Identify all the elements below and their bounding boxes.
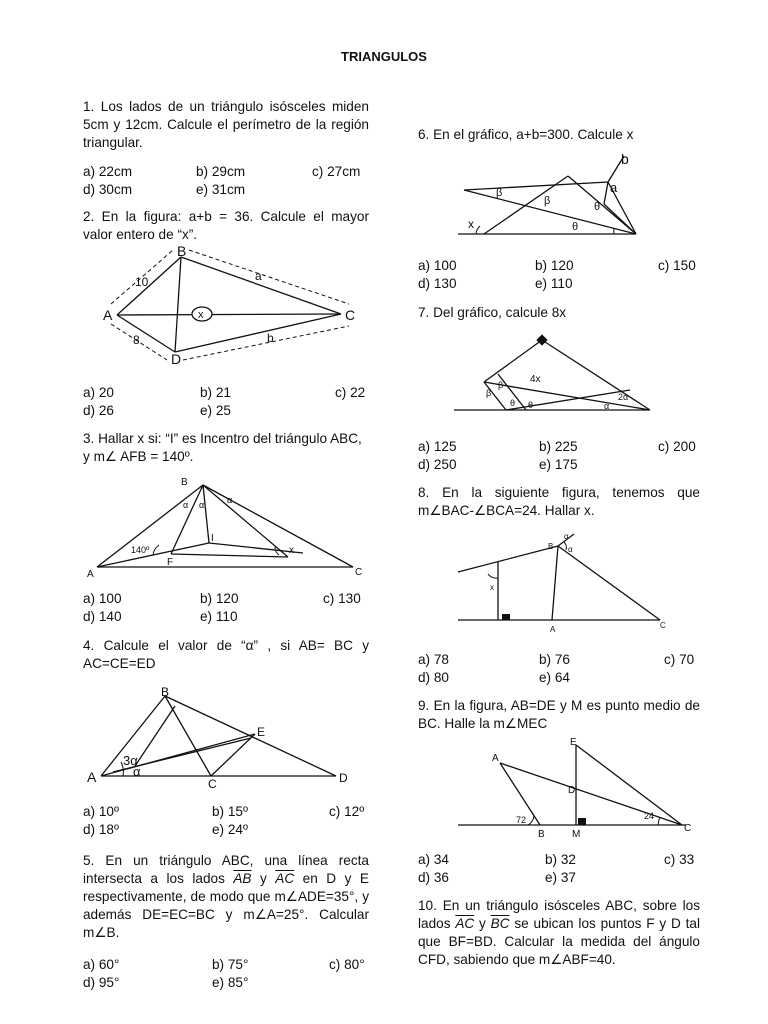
option: b) 76 (539, 652, 570, 667)
option: e) 110 (200, 609, 238, 624)
option: e) 110 (535, 276, 573, 291)
fig-label: θ (594, 201, 601, 213)
fig-label: x (490, 583, 494, 592)
fig-label: b (621, 151, 629, 167)
fig-label: β (498, 380, 504, 390)
problem-7-text: 7. Del gráfico, calcule 8x (418, 305, 567, 320)
fig-label: x (289, 545, 294, 556)
option: a) 22cm (83, 164, 133, 179)
problem-2-text: 2. En la figura: a+b = 36. Calcule el mayor valor entero de “x”. (83, 209, 369, 242)
segment-ac: $\overline{AC}$ (455, 916, 475, 931)
option: b) 15º (212, 804, 248, 819)
fig-label: α (183, 500, 189, 510)
fig-label: a (610, 180, 618, 195)
problem-3-figure (83, 475, 373, 580)
option: e) 25 (200, 403, 231, 418)
fig-label: C (660, 621, 666, 630)
fig-label: 4x (530, 374, 541, 385)
option: d) 80 (418, 670, 449, 685)
text-fragment: y (474, 916, 491, 931)
fig-label: 3α (123, 753, 138, 768)
fig-label: β (486, 388, 492, 398)
option: c) 22 (335, 385, 366, 400)
fig-label: A (550, 625, 556, 634)
option: a) 100 (83, 591, 122, 606)
fig-label: E (570, 737, 577, 748)
fig-label: B (538, 829, 545, 840)
fig-label: B (181, 477, 188, 488)
fig-label: 10 (135, 275, 149, 289)
fig-label: θ (572, 221, 579, 233)
option: e) 31cm (196, 182, 246, 197)
option: b) 21 (200, 385, 231, 400)
problem-8-text: 8. En la siguiente figura, tenemos que m∠BAC-∠BCA=24. Hallar x. (418, 485, 700, 518)
option: a) 20 (83, 385, 114, 400)
problem-8-figure (458, 530, 698, 634)
problem-5-text (83, 852, 369, 942)
problem-4-figure (83, 682, 373, 791)
problem-2-figure (101, 242, 371, 367)
fig-label: θ (528, 400, 534, 410)
fig-label: D (171, 351, 182, 367)
option: e) 37 (545, 870, 576, 885)
fig-label: F (167, 557, 174, 568)
option: c) 27cm (312, 164, 361, 179)
fig-label: I (211, 533, 214, 544)
option: c) 130 (323, 591, 361, 606)
option: c) 33 (664, 852, 695, 867)
option: e) 24º (212, 822, 248, 837)
option: d) 30cm (83, 182, 133, 197)
option: a) 10º (83, 804, 119, 819)
fig-label: D (339, 771, 348, 785)
fig-label: B (177, 243, 187, 259)
problem-10-text (418, 897, 700, 969)
fig-label: A (103, 307, 113, 323)
fig-label: β (544, 195, 551, 207)
fig-label: C (684, 823, 692, 834)
problem-9-figure (458, 735, 698, 839)
fig-label: 24 (644, 811, 655, 821)
option: c) 12º (329, 804, 365, 819)
option: c) 200 (658, 439, 696, 454)
option: d) 18º (83, 822, 119, 837)
fig-label: α (604, 401, 610, 411)
option: b) 225 (539, 439, 578, 454)
option: b) 75° (212, 957, 249, 972)
fig-label: D (568, 785, 576, 796)
fig-label: C (355, 567, 363, 578)
fig-label: β (496, 187, 503, 199)
option: b) 120 (535, 258, 574, 273)
option: a) 100 (418, 258, 457, 273)
fig-label: α (568, 545, 573, 554)
fig-label: E (257, 725, 266, 739)
problem-9-text: 9. En la figura, AB=DE y M es punto medio de BC. Halle la m∠MEC (418, 698, 700, 731)
fig-label: α (133, 764, 141, 779)
fig-label: α (227, 495, 233, 505)
fig-label: C (208, 777, 217, 791)
option: a) 34 (418, 852, 449, 867)
fig-label: B (161, 685, 170, 699)
problem-6-text: 6. En el gráfico, a+b=300. Calcule x (418, 127, 634, 142)
fig-label: b (267, 331, 274, 345)
fig-label: α (564, 532, 569, 541)
fig-label: C (345, 307, 356, 323)
option: a) 78 (418, 652, 449, 667)
option: d) 36 (418, 870, 449, 885)
option: b) 29cm (196, 164, 246, 179)
option: d) 95° (83, 975, 120, 990)
fig-label: A (87, 769, 97, 785)
option: a) 60° (83, 957, 120, 972)
option: d) 26 (83, 403, 114, 418)
option: b) 32 (545, 852, 576, 867)
fig-label: A (87, 569, 94, 580)
text-fragment: y (251, 871, 276, 886)
problem-1-text: 1. Los lados de un triángulo isósceles miden 5cm y 12cm. Calcule el perímetro de la región triangular. (83, 99, 369, 150)
option: c) 150 (658, 258, 696, 273)
fig-label: x (468, 217, 474, 231)
option: e) 175 (539, 457, 578, 472)
problem-7-figure (454, 332, 654, 414)
segment-ac: $\overline{AC}$ (275, 871, 295, 886)
problem-4-text: 4. Calcule el valor de “α” , si AB= BC y AC=CE=ED (83, 638, 369, 671)
segment-ab: $\overline{AB}$ (233, 871, 252, 886)
option: b) 120 (200, 591, 239, 606)
fig-label: A (492, 753, 499, 764)
fig-label: 140º (131, 545, 150, 555)
option: e) 64 (539, 670, 570, 685)
option: a) 125 (418, 439, 457, 454)
problem-6-figure (458, 148, 698, 240)
text-fragment: en D y E respectivamente, de modo que m∠ADE=35°, y además DE=EC=BC y m∠A=25°. Calcular m∠B. (83, 871, 369, 940)
segment-bc: $\overline{BC}$ (490, 916, 510, 931)
option: c) 80° (329, 957, 365, 972)
fig-label: 2α (618, 392, 629, 402)
option: e) 85° (212, 975, 249, 990)
text-fragment: 10. En un triángulo isósceles ABC, sobre los lados (418, 898, 700, 931)
fig-label: 72 (516, 815, 527, 825)
text-fragment: 5. En un triángulo ABC, una línea recta intersecta a los lados (83, 853, 369, 886)
option: d) 140 (83, 609, 122, 624)
option: c) 70 (664, 652, 695, 667)
fig-label: α (199, 500, 205, 510)
fig-label: B (548, 542, 554, 551)
fig-label: a (255, 269, 262, 283)
fig-label: x (198, 309, 204, 321)
fig-label: 8 (133, 333, 140, 347)
fig-label: M (572, 829, 581, 840)
text-fragment: se ubican los puntos F y D tal que BF=BD. Calcular la medida del ángulo CFD, sabiendo que m∠ABF=40. (418, 916, 700, 967)
document-title: TRIANGULOS (341, 49, 427, 64)
fig-label: θ (510, 398, 516, 408)
option: d) 130 (418, 276, 457, 291)
option: d) 250 (418, 457, 457, 472)
problem-3-text: 3. Hallar x si: “I” es Incentro del triángulo ABC, y m∠ AFB = 140º. (83, 431, 362, 464)
